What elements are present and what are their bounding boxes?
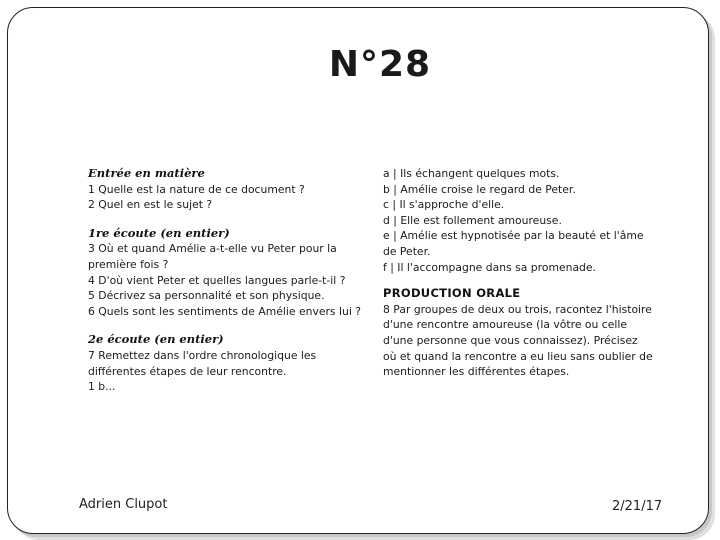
production-line: où et quand la rencontre a eu lieu sans oublier de <box>383 349 653 363</box>
production-line: mentionner les différentes étapes. <box>383 365 570 379</box>
question-line: 4 D'où vient Peter et quelles langues parle-t-il ? <box>88 273 346 287</box>
section-heading-premiere-ecoute: 1re écoute (en entier) <box>88 225 230 240</box>
production-line: d'une rencontre amoureuse (la vôtre ou celle <box>383 318 627 332</box>
step-item: b | Amélie croise le regard de Peter. <box>383 182 576 196</box>
section-heading-entree: Entrée en matière <box>88 166 205 180</box>
slide-title: N°28 <box>328 44 432 85</box>
question-line: 6 Quels sont les sentiments de Amélie envers lui ? <box>88 304 361 318</box>
question-line: 1 b... <box>88 380 116 394</box>
question-line: 2 Quel en est le sujet ? <box>88 198 213 212</box>
footer-date: 2/21/17 <box>612 499 663 514</box>
question-line: 1 Quelle est la nature de ce document ? <box>88 182 305 196</box>
worksheet-image <box>75 160 683 420</box>
footer-author: Adrien Clupot <box>79 497 168 512</box>
step-item: d | Elle est follement amoureuse. <box>383 213 562 227</box>
question-line: 5 Décrivez sa personnalité et son physique. <box>88 289 325 303</box>
step-item: c | Il s'approche d'elle. <box>383 198 505 212</box>
question-line: 3 Où et quand Amélie a-t-elle vu Peter pour la <box>88 242 337 256</box>
question-line: différentes étapes de leur rencontre. <box>88 364 287 378</box>
production-line: d'une personne que vous connaissez). Précisez <box>383 333 638 347</box>
section-heading-deuxieme-ecoute: 2e écoute (en entier) <box>88 332 224 347</box>
step-item: a | Ils échangent quelques mots. <box>383 167 560 180</box>
worksheet-left-column <box>88 166 378 395</box>
question-line: première fois ? <box>88 257 169 271</box>
step-item: de Peter. <box>383 244 431 258</box>
worksheet-right-column <box>383 166 683 380</box>
step-item: e | Amélie est hypnotisée par la beauté et l'âme <box>383 229 644 243</box>
production-orale-heading: PRODUCTION ORALE <box>383 286 521 301</box>
question-line: 7 Remettez dans l'ordre chronologique les <box>88 348 317 362</box>
step-item: f | Il l'accompagne dans sa promenade. <box>383 260 596 274</box>
production-line: 8 Par groupes de deux ou trois, racontez l'histoire <box>383 302 652 316</box>
